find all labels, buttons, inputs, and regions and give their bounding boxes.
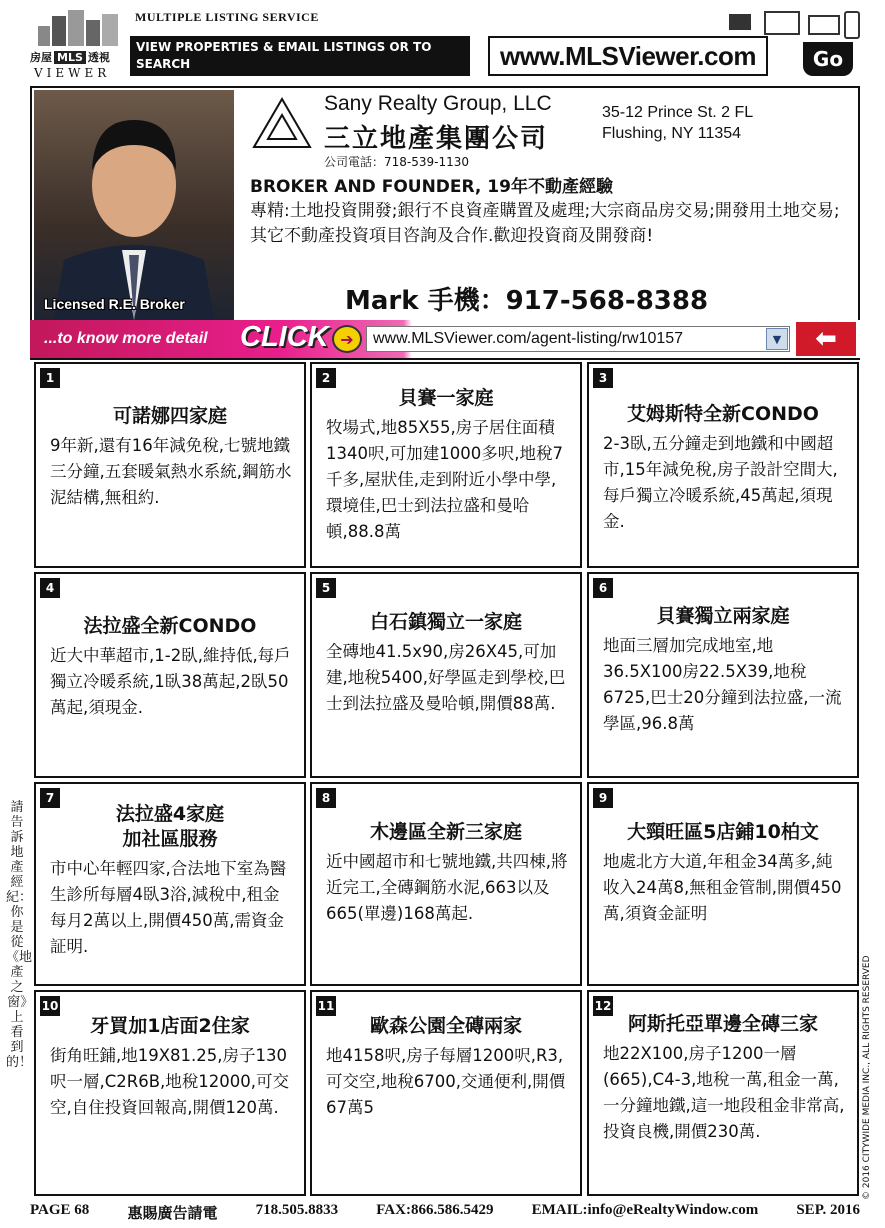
listing-card[interactable] [310, 572, 582, 778]
banner-line-2: ANY SERVICE PROVIDERS 24/7 A DAY, 365 DAYS [136, 74, 457, 88]
listing-description: 9年新,還有16年減免稅,七號地鐵三分鐘,五套暖氣熱水系統,鋼筋水泥結構,無租約. [50, 436, 292, 507]
mls-viewer-logo[interactable] [30, 8, 130, 78]
listing-title: 貝賽獨立兩家庭 [656, 605, 790, 627]
logo-text-row [30, 48, 130, 66]
listing-card[interactable] [34, 362, 306, 568]
listing-number: 1 [40, 368, 60, 388]
listing-description: 全磚地41.5x90,房26X45,可加建,地稅5400,好學區走到學校,巴士到法拉盛及曼哈頓,開價88萬. [326, 642, 566, 713]
address-line-1: 35-12 Prince St. 2 FL [602, 104, 754, 121]
listing-number: 12 [593, 996, 613, 1016]
address-line-2: Flushing, NY 11354 [602, 125, 742, 142]
logo-cn-left: 房屋 [30, 51, 52, 64]
listing-card[interactable] [310, 362, 582, 568]
footer-date: SEP. 2016 [796, 1202, 860, 1218]
listing-description: 地處北方大道,年租金34萬多,純收入24萬8,無租金管制,開價450萬,須資金証明 [603, 852, 842, 923]
go-button[interactable]: Go [803, 42, 853, 76]
listing-number: 3 [593, 368, 613, 388]
listing-card[interactable] [310, 782, 582, 986]
listing-description: 近中國超市和七號地鐵,共四棟,將近完工,全磚鋼筋水泥,663以及665(單邊)168萬起. [326, 852, 568, 923]
service-banner [130, 36, 470, 88]
agent-photo [34, 90, 234, 320]
company-name-en: Sany Realty Group, LLC [324, 92, 552, 115]
listing-card[interactable] [587, 572, 859, 778]
click-button[interactable]: CLICK [240, 321, 329, 353]
agent-listing-url-select[interactable]: www.MLSViewer.com/agent-listing/rw10157 [366, 326, 790, 352]
listing-title: 貝賽一家庭 [398, 387, 494, 409]
buildings-icon [36, 8, 122, 46]
listing-title: 艾姆斯特全新CONDO [627, 403, 819, 425]
listing-description: 市中心年輕四家,合法地下室為醫生診所每層4臥3浴,減稅中,租金每月2萬以上,開價450萬,需資金証明. [50, 859, 287, 956]
footer-phone: 718.505.8833 [255, 1202, 339, 1218]
side-note: 請告訴地產經紀：你是從《地產之窗》上看到的！ [6, 800, 33, 1070]
listing-description: 2-3臥,五分鐘走到地鐵和中國超市,15年減免稅,房子設計空間大,每戶獨立冷暖系統,45萬起,須現金. [603, 434, 838, 531]
service-title: MULTIPLE LISTING SERVICE [135, 10, 319, 24]
listing-description: 地4158呎,房子每層1200呎,R3,可交空,地稅6700,交通便利,開價67萬5 [326, 1046, 566, 1117]
listing-card[interactable] [587, 782, 859, 986]
know-more-text: ...to know more detail [44, 330, 208, 347]
footer-fax: FAX:866.586.5429 [376, 1202, 494, 1218]
listing-card[interactable] [34, 990, 306, 1196]
banner-line-1: VIEW PROPERTIES & EMAIL LISTINGS OR TO SEARCH [136, 40, 432, 71]
listing-title: 歐森公園全磚兩家 [369, 1015, 522, 1037]
chevron-down-icon[interactable]: ▼ [766, 328, 788, 350]
listing-number: 2 [316, 368, 336, 388]
listing-number: 8 [316, 788, 336, 808]
listing-description: 牧場式,地85X55,房子居住面積1340呎,可加建1000多呎,地稅7千多,屋狀佳,走到附近小學中學,環境佳,巴士到法拉盛和曼哈頓,88.8萬 [326, 418, 563, 541]
listing-description: 近大中華超市,1-2臥,維持低,每戶獨立冷暖系統,1臥38萬起,2臥50萬起,須現金. [50, 646, 291, 717]
listing-number: 6 [593, 578, 613, 598]
listing-title: 法拉盛4家庭 加社區服務 [115, 803, 225, 850]
photo-label: Licensed R.E. Broker [44, 296, 185, 312]
listing-number: 5 [316, 578, 336, 598]
listing-number: 10 [40, 996, 60, 1016]
company-name-cn: 三立地產集團公司 [324, 124, 549, 154]
mobile-number: Mark 手機：917-568-8388 [345, 286, 709, 316]
listing-number: 7 [40, 788, 60, 808]
company-phone: 公司電話：718-539-1130 [324, 155, 470, 169]
logo-cn-right: 透視 [87, 51, 110, 64]
site-url-link[interactable]: www.MLSViewer.com [488, 36, 768, 76]
listing-description: 地22X100,房子1200一層(665),C4-3,地稅一萬,租金一萬,一分鐘地鐵,這一地段租金非常高,投資良機,開價230萬. [603, 1044, 845, 1141]
listing-card[interactable] [34, 572, 306, 778]
listing-title: 阿斯托亞單邊全磚三家 [627, 1013, 818, 1035]
logo-viewer: VIEWER [34, 66, 111, 80]
listing-card[interactable] [587, 362, 859, 568]
back-arrow-button[interactable]: ⬅ [796, 322, 856, 356]
company-address [602, 102, 753, 144]
company-logo-icon [252, 97, 312, 149]
listing-title: 木邊區全新三家庭 [369, 821, 522, 843]
broker-title: BROKER AND FOUNDER, 19年不動產經驗 [250, 177, 613, 197]
listing-card[interactable] [587, 990, 859, 1196]
listing-title: 法拉盛全新CONDO [83, 615, 257, 637]
listing-card[interactable] [310, 990, 582, 1196]
footer [30, 1202, 860, 1223]
ad-call: 惠賜廣告請電 [127, 1206, 218, 1222]
listing-description: 地面三層加完成地室,地36.5X100房22.5X39,地稅6725,巴士20分鐘到法拉盛,一流學區,96.8萬 [603, 636, 842, 733]
listing-title: 大頸旺區5店鋪10柏文 [627, 821, 819, 843]
listing-number: 11 [316, 996, 336, 1016]
page-number: PAGE 68 [30, 1202, 90, 1218]
logo-mls: MLS [54, 51, 86, 64]
listing-title: 可諾娜四家庭 [112, 405, 227, 427]
listing-title: 白石鎮獨立一家庭 [369, 611, 522, 633]
listing-title: 牙買加1店面2住家 [90, 1015, 250, 1037]
specialty-text: 專精:土地投資開發;銀行不良資產購置及處理;大宗商品房交易;開發用土地交易;其它不動產投資項目咨詢及合作.歡迎投資商及開發商! [250, 201, 840, 246]
listing-number: 4 [40, 578, 60, 598]
agent-portrait-image [34, 90, 234, 320]
listing-number: 9 [593, 788, 613, 808]
arrow-right-icon[interactable]: ➔ [332, 325, 362, 353]
listing-description: 街角旺鋪,地19X81.25,房子130呎一層,C2R6B,地稅12000,可交空,自住投資回報高,開價120萬. [50, 1046, 290, 1117]
copyright: © 2016 CITYWIDE MEDIA INC., ALL RIGHTS RESERVED [862, 955, 872, 1200]
listing-card[interactable] [34, 782, 306, 986]
footer-email[interactable]: EMAIL:info@eRealtyWindow.com [531, 1202, 759, 1218]
devices-icon [725, 10, 865, 40]
